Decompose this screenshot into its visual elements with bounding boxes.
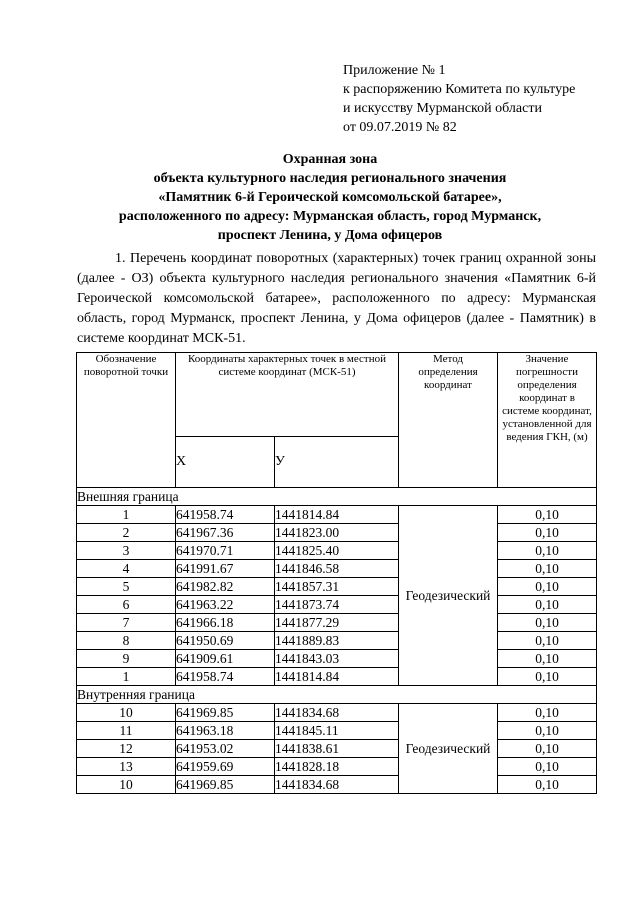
- point-cell: 2: [77, 524, 176, 542]
- table-row: [77, 596, 597, 614]
- point-cell: 13: [77, 758, 176, 776]
- header-y: У: [275, 437, 399, 488]
- x-cell: 641967.36: [176, 524, 275, 542]
- outer-boundary-header-row: [77, 488, 597, 506]
- y-cell: 1441877.29: [275, 614, 399, 632]
- appendix-header: [343, 61, 623, 137]
- point-cell: 4: [77, 560, 176, 578]
- accuracy-cell: 0,10: [498, 758, 597, 776]
- accuracy-cell: 0,10: [498, 668, 597, 686]
- x-cell: 641958.74: [176, 506, 275, 524]
- appendix-line: Приложение № 1: [343, 63, 446, 78]
- appendix-line: от 09.07.2019 № 82: [343, 120, 457, 135]
- point-cell: 12: [77, 740, 176, 758]
- x-cell: 641970.71: [176, 542, 275, 560]
- x-cell: 641969.85: [176, 704, 275, 722]
- table-row: [77, 632, 597, 650]
- accuracy-cell: 0,10: [498, 596, 597, 614]
- appendix-line: и искусству Мурманской области: [343, 101, 542, 116]
- title-line: проспект Ленина, у Дома офицеров: [217, 228, 443, 243]
- accuracy-cell: 0,10: [498, 614, 597, 632]
- x-cell: 641909.61: [176, 650, 275, 668]
- intro-paragraph: 1. Перечень координат поворотных (характерных) точек границ охранной зоны (далее - ОЗ) объекта культурного наследия регионального значения «Памятник 6-й Героической комсомольской батарее», расположенного по адресу: Мурманская область, город Мурманск, проспект Ленина, у Дома офицеров (далее - Памятник) в системе координат МСК-51.: [77, 251, 596, 346]
- y-cell: 1441845.11: [275, 722, 399, 740]
- accuracy-cell: 0,10: [498, 524, 597, 542]
- method-cell: Геодезический: [399, 506, 498, 686]
- y-cell: 1441846.58: [275, 560, 399, 578]
- point-cell: 8: [77, 632, 176, 650]
- point-cell: 5: [77, 578, 176, 596]
- y-cell: 1441814.84: [275, 506, 399, 524]
- x-cell: 641950.69: [176, 632, 275, 650]
- accuracy-cell: 0,10: [498, 578, 597, 596]
- header-point: Обозначение поворотной точки: [77, 353, 176, 488]
- table-row: [77, 776, 597, 794]
- table-row: [77, 560, 597, 578]
- x-cell: 641969.85: [176, 776, 275, 794]
- title-line: «Памятник 6-й Героической комсомольской батарее»,: [158, 190, 502, 205]
- point-cell: 11: [77, 722, 176, 740]
- section-label: Внутренняя граница: [77, 686, 597, 704]
- table-row: [77, 668, 597, 686]
- point-cell: 9: [77, 650, 176, 668]
- table-row: [77, 614, 597, 632]
- section-label: Внешняя граница: [77, 488, 597, 506]
- y-cell: 1441889.83: [275, 632, 399, 650]
- y-cell: 1441823.00: [275, 524, 399, 542]
- title-line: объекта культурного наследия регионального значения: [153, 171, 507, 186]
- y-cell: 1441814.84: [275, 668, 399, 686]
- y-cell: 1441828.18: [275, 758, 399, 776]
- table-row: [77, 506, 597, 524]
- y-cell: 1441838.61: [275, 740, 399, 758]
- x-cell: 641982.82: [176, 578, 275, 596]
- table-body: [77, 488, 597, 794]
- document-title: [60, 150, 600, 245]
- accuracy-cell: 0,10: [498, 722, 597, 740]
- accuracy-cell: 0,10: [498, 650, 597, 668]
- y-cell: 1441857.31: [275, 578, 399, 596]
- accuracy-cell: 0,10: [498, 776, 597, 794]
- y-cell: 1441873.74: [275, 596, 399, 614]
- header-method: Метод определения координат: [399, 353, 498, 488]
- table-row: [77, 740, 597, 758]
- point-cell: 7: [77, 614, 176, 632]
- table-row: [77, 722, 597, 740]
- accuracy-cell: 0,10: [498, 632, 597, 650]
- x-cell: 641991.67: [176, 560, 275, 578]
- appendix-line: к распоряжению Комитета по культуре: [343, 82, 576, 97]
- x-cell: 641966.18: [176, 614, 275, 632]
- point-cell: 3: [77, 542, 176, 560]
- accuracy-cell: 0,10: [498, 740, 597, 758]
- y-cell: 1441825.40: [275, 542, 399, 560]
- table-row: [77, 578, 597, 596]
- point-cell: 10: [77, 704, 176, 722]
- x-cell: 641953.02: [176, 740, 275, 758]
- y-cell: 1441834.68: [275, 776, 399, 794]
- y-cell: 1441843.03: [275, 650, 399, 668]
- header-x: Х: [176, 437, 275, 488]
- point-cell: 1: [77, 506, 176, 524]
- point-cell: 1: [77, 668, 176, 686]
- header-coords: Координаты характерных точек в местной системе координат (МСК-51): [176, 353, 399, 437]
- x-cell: 641959.69: [176, 758, 275, 776]
- title-line: Охранная зона: [282, 152, 378, 167]
- table-row: [77, 542, 597, 560]
- accuracy-cell: 0,10: [498, 704, 597, 722]
- point-cell: 10: [77, 776, 176, 794]
- header-accuracy: Значение погрешности определения координат в системе координат, установленной для ведения ГКН, (м): [498, 353, 597, 488]
- accuracy-cell: 0,10: [498, 560, 597, 578]
- inner-boundary-header-row: [77, 686, 597, 704]
- table-row: [77, 524, 597, 542]
- accuracy-cell: 0,10: [498, 506, 597, 524]
- y-cell: 1441834.68: [275, 704, 399, 722]
- title-line: расположенного по адресу: Мурманская область, город Мурманск,: [118, 209, 542, 224]
- table-row: [77, 704, 597, 722]
- x-cell: 641963.18: [176, 722, 275, 740]
- x-cell: 641958.74: [176, 668, 275, 686]
- coordinates-table: [76, 352, 597, 794]
- accuracy-cell: 0,10: [498, 542, 597, 560]
- point-cell: 6: [77, 596, 176, 614]
- table-row: [77, 650, 597, 668]
- method-cell: Геодезический: [399, 704, 498, 794]
- table-row: [77, 758, 597, 776]
- x-cell: 641963.22: [176, 596, 275, 614]
